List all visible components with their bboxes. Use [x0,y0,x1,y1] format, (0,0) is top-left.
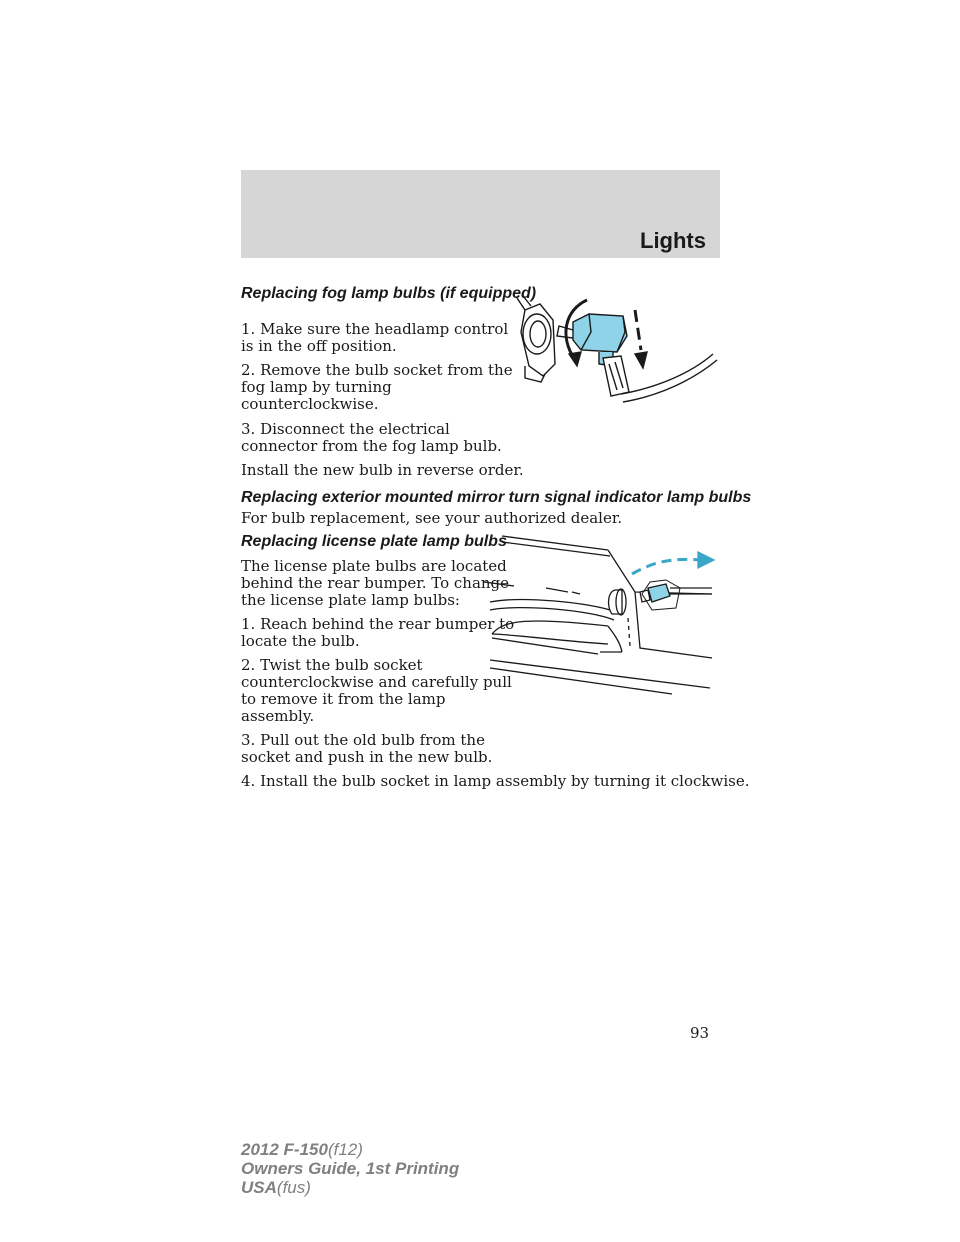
fog-step-3-line-1: 3. Disconnect the electrical [241,420,450,438]
license-step-2-line-4: assembly. [241,707,315,725]
mirror-lamp-heading: Replacing exterior mounted mirror turn signal indicator lamp bulbs [241,489,752,506]
license-lamp-lens [609,589,626,615]
page-number: 93 [690,1024,710,1042]
electrical-connector [603,356,629,396]
fog-lamp-housing [517,296,555,382]
fog-install-note: Install the new bulb in reverse order. [241,461,524,479]
license-step-2-line-3: to remove it from the lamp [241,690,446,708]
disconnect-arrow-icon [635,310,647,368]
fog-step-1-line-1: 1. Make sure the headlamp control [241,320,509,338]
document-footer [241,1140,459,1197]
footer-model: 2012 F-150 [241,1140,328,1159]
license-step-1-line-1: 1. Reach behind the rear bumper to [241,615,515,633]
footer-edition: Owners Guide, 1st Printing [241,1159,460,1178]
footer-market-code: (fus) [276,1178,311,1197]
footer-market-line [241,1178,459,1197]
license-step-3-line-2: socket and push in the new bulb. [241,748,493,766]
fog-step-1-line-2: is in the off position. [241,337,397,355]
pull-direction-arrow-icon [632,552,714,574]
license-step-2-line-2: counterclockwise and carefully pull [241,673,512,691]
footer-model-line [241,1140,459,1159]
fog-step-3-line-2: connector from the fog lamp bulb. [241,437,502,455]
license-step-3-line-1: 3. Pull out the old bulb from the [241,731,485,749]
bulb-socket [640,580,712,610]
fog-step-2-line-1: 2. Remove the bulb socket from the [241,361,513,379]
section-title: Lights [640,228,706,253]
license-intro-line-1: The license plate bulbs are located [241,557,507,575]
license-step-1-line-2: locate the bulb. [241,632,360,650]
footer-edition-line [241,1159,459,1178]
mirror-lamp-text: For bulb replacement, see your authorized dealer. [241,509,623,527]
fog-lamp-heading: Replacing fog lamp bulbs (if equipped) [241,285,537,302]
fog-step-2-line-3: counterclockwise. [241,395,379,413]
fog-step-2-line-2: fog lamp by turning [241,378,392,396]
fog-lamp-bulb-illustration [495,292,720,414]
footer-market: USA [241,1178,277,1197]
section-header-band [241,170,720,258]
license-plate-lamp-illustration [480,530,720,700]
license-step-2-line-1: 2. Twist the bulb socket [241,656,423,674]
footer-model-code: (f12) [327,1140,363,1159]
license-step-4: 4. Install the bulb socket in lamp assembly by turning it clockwise. [241,772,750,790]
license-intro-line-3: the license plate lamp bulbs: [241,591,460,609]
wiring-harness [621,354,717,402]
license-lamp-heading: Replacing license plate lamp bulbs [241,533,507,550]
license-intro-line-2: behind the rear bumper. To change [241,574,510,592]
